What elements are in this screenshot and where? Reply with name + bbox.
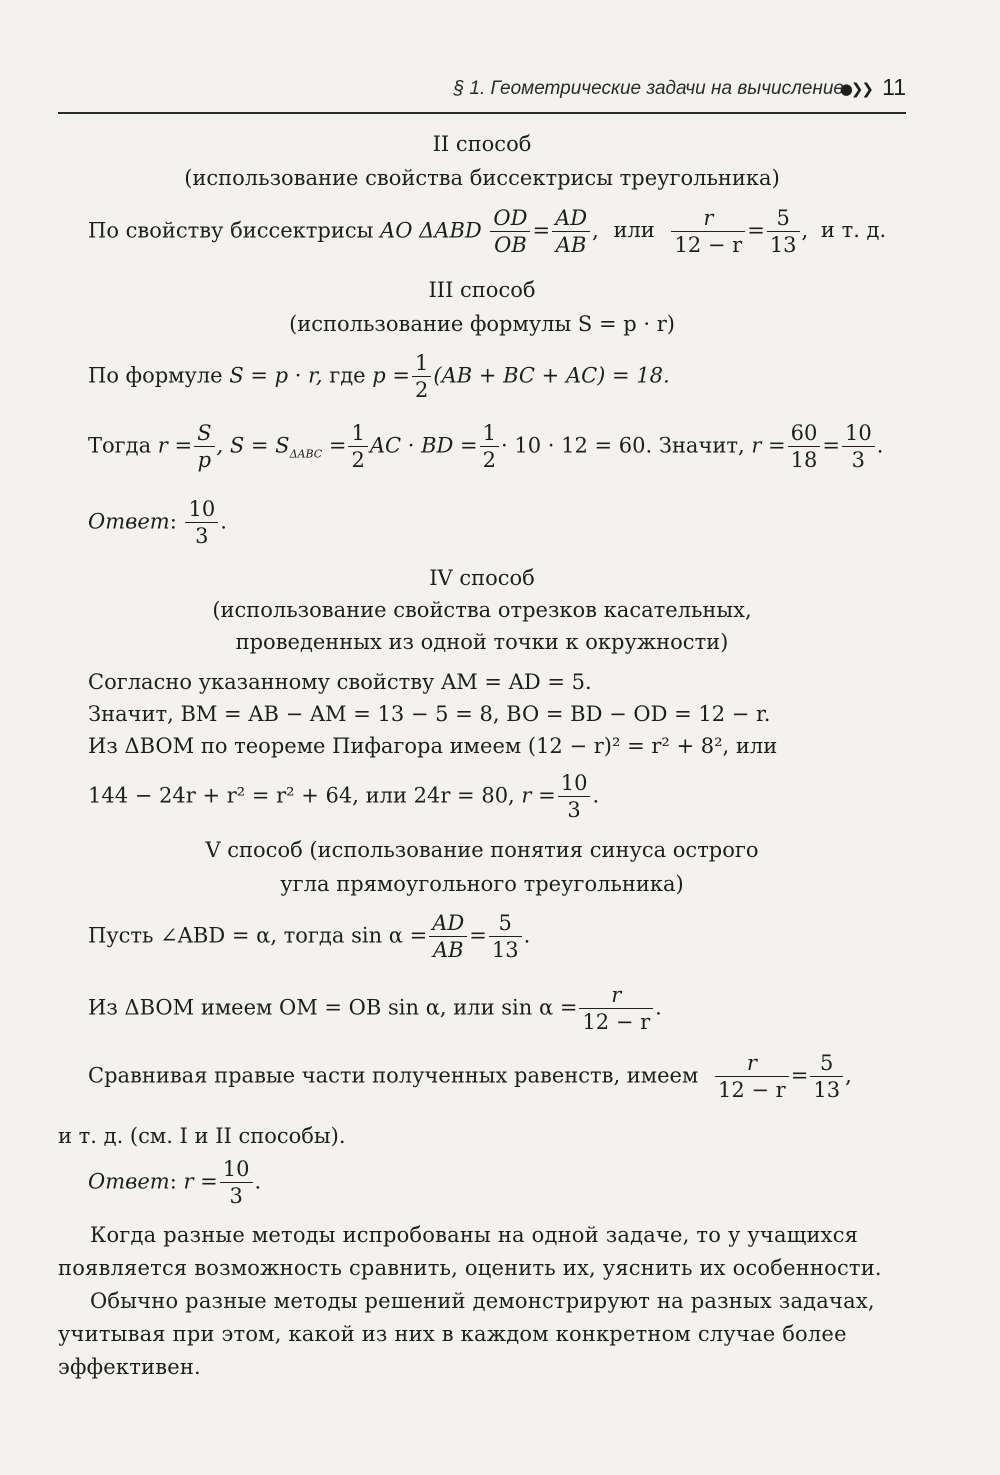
method2-seg: AO: [380, 218, 413, 243]
fraction-half-2: $\frac{1}{2}$: [348, 420, 367, 474]
method5-answer: Ответ: r = $\frac{10}{3}$ .: [88, 1157, 262, 1209]
running-header: [58, 76, 906, 114]
fraction-r-12r-2: $\frac{r}{12 - r}$: [579, 982, 653, 1036]
method5-line2: Из ΔBOM имеем OM = OB sin α, или sin α = $\frac{r}{12 - r}$ .: [88, 983, 662, 1035]
method2-or: или: [613, 218, 655, 243]
method3-line1: По формуле S = p · r, где p = $\frac{1}{2}$ (AB + BC + AC) = 18.: [88, 351, 670, 403]
fraction-r-12r: $\frac{r}{12 - r}$: [671, 205, 745, 259]
method2-heading: II способ: [432, 132, 532, 156]
fraction-60-18: $\frac{60}{18}$: [788, 420, 821, 474]
method2-tri: ΔABD: [419, 218, 482, 243]
fraction-half: $\frac{1}{2}$: [412, 350, 431, 404]
method4-heading: IV способ: [429, 566, 535, 590]
method4-subheading-1: (использование свойства отрезков касательных,: [212, 598, 752, 622]
fraction-s-p: $\frac{S}{p}$: [194, 420, 214, 474]
method3-line2: Тогда r = $\frac{S}{p}$ , $S = S_{\Delta ABC}$ = $\frac{1}{2}$ AC · BD = $\frac{1}{2}$ · 10 · 12 = 60. Значит, r = $\frac{60}{18}$ = $\frac{10}{3}$ .: [88, 421, 884, 473]
method5-line1: Пусть ∠ABD = α, тогда sin α = $\frac{AD}{AB}$ = $\frac{5}{13}$ .: [88, 911, 531, 963]
fraction-10-3b: $\frac{10}{3}$: [558, 770, 591, 824]
method4-line1: Согласно указанному свойству AM = AD = 5.: [88, 670, 592, 694]
fraction-ad-ab: $\frac{AD}{AB}$: [552, 205, 590, 259]
fraction-5-13: $\frac{5}{13}$: [767, 205, 800, 259]
fraction-5-13-3: $\frac{5}{13}$: [810, 1050, 843, 1104]
header-title: § 1. Геометрические задачи на вычисление: [453, 78, 844, 99]
method3-answer: Ответ: $\frac{10}{3}$ .: [88, 497, 227, 549]
method4-line4: 144 − 24r + r² = r² + 64, или 24r = 80, r = $\frac{10}{3}$ .: [88, 771, 600, 823]
paragraph-1: Когда разные методы испробованы на одной задаче, то у учащихся появляется возможность сравнить, оценить их, уяснить их особенности.: [58, 1223, 882, 1280]
fraction-half-3: $\frac{1}{2}$: [480, 420, 499, 474]
page-number: 11: [882, 74, 906, 100]
answer-fraction-2: $\frac{10}{3}$: [220, 1156, 253, 1210]
fraction-r-12r-3: $\frac{r}{12 - r}$: [715, 1050, 789, 1104]
fraction-10-3: $\frac{10}{3}$: [842, 420, 875, 474]
method5-line4: и т. д. (см. I и II способы).: [58, 1124, 346, 1148]
method2-lead: По свойству биссектрисы: [88, 218, 374, 243]
method2-equation: По свойству биссектрисы AO ΔABD $\frac{OD}{OB}$ = $\frac{AD}{AB}$ , или $\frac{r}{12 - r}$ = $\frac{5}{13}$ , и т. д.: [88, 206, 887, 258]
method4-line2: Значит, BM = AB − AM = 13 − 5 = 8, BO = BD − OD = 12 − r.: [88, 702, 771, 726]
method5-line3: Сравнивая правые части полученных равенств, имеем $\frac{r}{12 - r}$ = $\frac{5}{13}$ ,: [88, 1051, 852, 1103]
fraction-5-13-2: $\frac{5}{13}$: [489, 910, 522, 964]
method5-heading-2: угла прямоугольного треугольника): [280, 872, 684, 896]
answer-fraction: $\frac{10}{3}$: [185, 496, 218, 550]
method3-heading: III способ: [428, 278, 536, 302]
method4-line3: Из ΔBOM по теореме Пифагора имеем (12 − r)² = r² + 8², или: [88, 734, 778, 758]
method3-subheading: (использование формулы S = p · r): [289, 312, 675, 336]
fraction-ad-ab-2: $\frac{AD}{AB}$: [429, 910, 467, 964]
fraction-od-ob: $\frac{OD}{OB}$: [490, 205, 530, 259]
method2-subheading: (использование свойства биссектрисы треугольника): [184, 166, 780, 190]
method4-subheading-2: проведенных из одной точки к окружности): [235, 630, 729, 654]
method2-etc: и т. д.: [820, 218, 887, 243]
header-ornament-icon: ●❯❯: [839, 80, 872, 98]
paragraph-2: Обычно разные методы решений демонстрируют на разных задачах, учитывая при этом, какой из них в каждом конкретном случае более эффективен.: [58, 1289, 875, 1379]
method5-heading-1: V способ (использование понятия синуса острого: [205, 838, 759, 862]
